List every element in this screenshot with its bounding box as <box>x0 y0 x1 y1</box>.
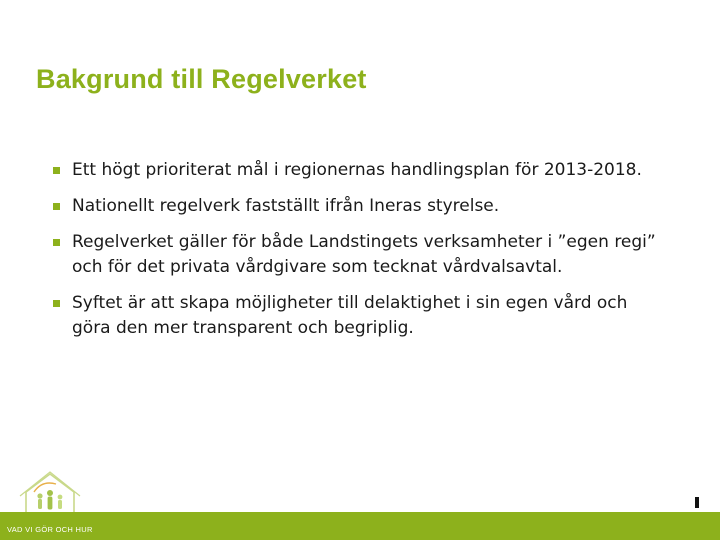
bullet-item <box>52 194 662 219</box>
square-bullet-icon <box>53 167 60 174</box>
page-marker <box>695 497 699 508</box>
bullet-item <box>52 158 662 183</box>
bullet-text: Ett högt prioriterat mål i regionernas handlingsplan för 2013-2018. <box>72 160 642 180</box>
slide-title: Bakgrund till Regelverket <box>36 64 367 94</box>
bullet-text: Nationellt regelverk fastställt ifrån Ineras styrelse. <box>72 196 500 216</box>
square-bullet-icon <box>53 239 60 246</box>
square-bullet-icon <box>53 203 60 210</box>
footer-bar <box>0 512 720 540</box>
footer-label: VAD VI GÖR OCH HUR <box>7 525 93 534</box>
bullet-item <box>52 291 662 341</box>
bullet-list <box>52 158 662 352</box>
square-bullet-icon <box>53 300 60 307</box>
bullet-text: Syftet är att skapa möjligheter till delaktighet i sin egen vård och göra den mer transparent och begriplig. <box>72 293 628 338</box>
family-house-logo-icon <box>12 466 88 514</box>
bullet-text: Regelverket gäller för både Landstingets verksamheter i ”egen regi” och för det privata vårdgivare som tecknat vårdvalsavtal. <box>72 232 656 277</box>
bullet-item <box>52 230 662 280</box>
